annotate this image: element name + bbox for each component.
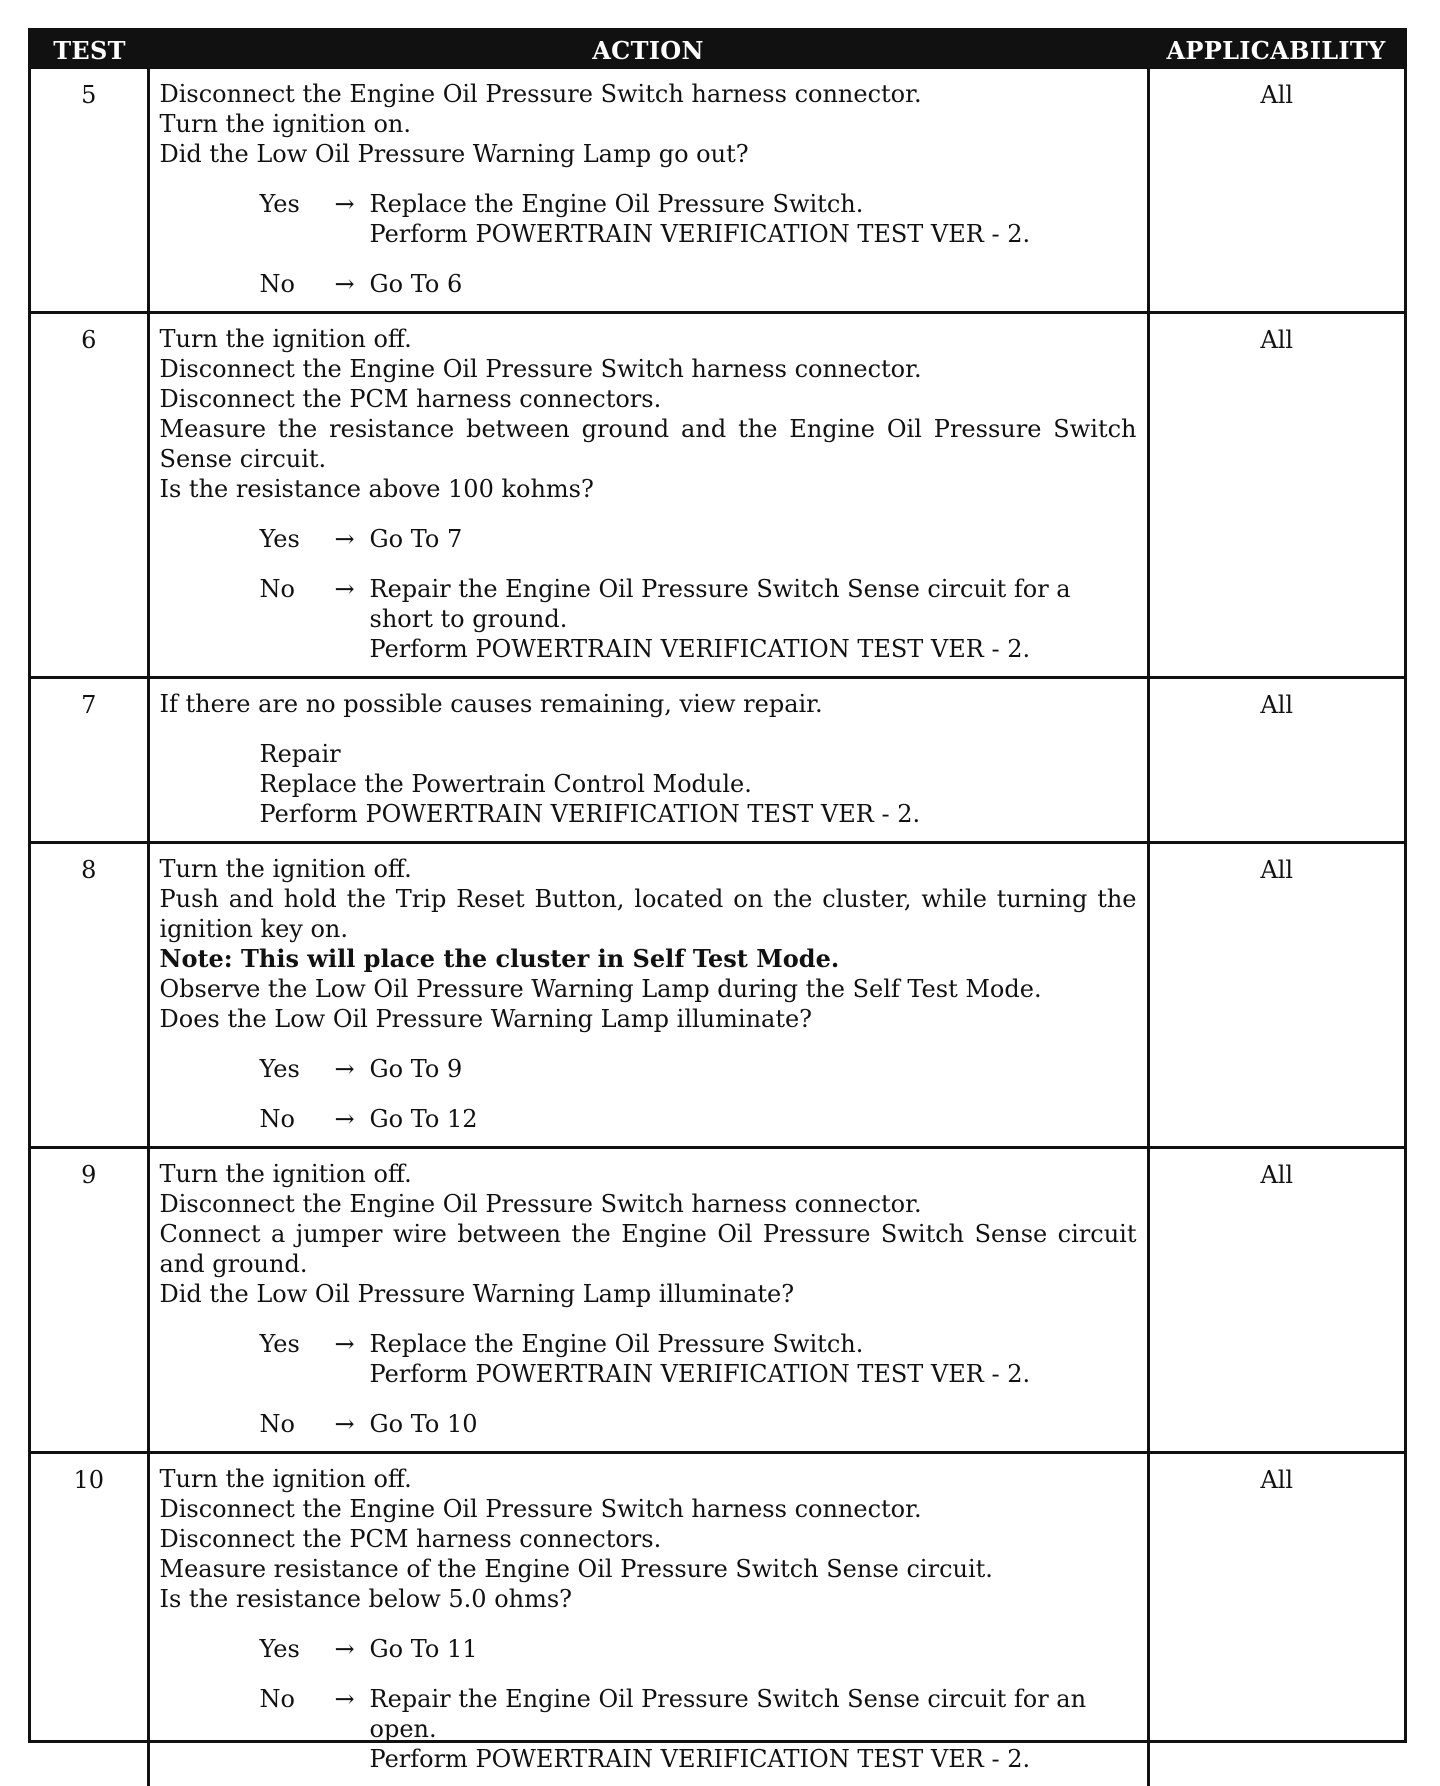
action-line: Disconnect the Engine Oil Pressure Switch harness connector. — [160, 1189, 1137, 1219]
arrow-right-icon: → — [320, 269, 370, 299]
result-line: Repair the Engine Oil Pressure Switch Sense circuit for a short to ground. — [370, 574, 1137, 634]
repair-label: Repair — [260, 739, 1137, 769]
action-line: Measure the resistance between ground and the Engine Oil Pressure Switch Sense circuit. — [160, 414, 1137, 474]
result-line: Go To 7 — [370, 524, 1137, 554]
applicability-value: All — [1148, 1148, 1404, 1453]
yes-result — [370, 1054, 1137, 1084]
table-body — [31, 69, 1404, 1786]
action-cell — [148, 1148, 1148, 1453]
no-label: No — [260, 269, 320, 299]
applicability-value: All — [1148, 843, 1404, 1148]
yes-result — [370, 1329, 1137, 1389]
diagnostic-test-table — [28, 28, 1407, 1743]
test-number: 5 — [31, 69, 148, 313]
yes-label: Yes — [260, 189, 320, 249]
action-line: Turn the ignition off. — [160, 1159, 1137, 1189]
test-number: 8 — [31, 843, 148, 1148]
table-header-row — [31, 31, 1404, 69]
no-label: No — [260, 1684, 320, 1774]
yes-label: Yes — [260, 524, 320, 554]
action-line: Disconnect the Engine Oil Pressure Switch harness connector. — [160, 79, 1137, 109]
action-cell — [148, 69, 1148, 313]
result-line: Go To 9 — [370, 1054, 1137, 1084]
action-line: Push and hold the Trip Reset Button, located on the cluster, while turning the ignition key on. — [160, 884, 1137, 944]
applicability-value: All — [1148, 313, 1404, 678]
no-branch — [160, 1104, 1137, 1134]
action-line: If there are no possible causes remaining, view repair. — [160, 689, 1137, 719]
action-line: Disconnect the PCM harness connectors. — [160, 384, 1137, 414]
table-row — [31, 678, 1404, 843]
no-result — [370, 1104, 1137, 1134]
no-result — [370, 1409, 1137, 1439]
arrow-right-icon: → — [320, 524, 370, 554]
result-line: Perform POWERTRAIN VERIFICATION TEST VER - 2. — [370, 634, 1137, 664]
no-result — [370, 269, 1137, 299]
action-line: Turn the ignition off. — [160, 324, 1137, 354]
test-number: 6 — [31, 313, 148, 678]
test-number: 9 — [31, 1148, 148, 1453]
applicability-value: All — [1148, 69, 1404, 313]
action-cell — [148, 843, 1148, 1148]
yes-result — [370, 189, 1137, 249]
yes-branch — [160, 1054, 1137, 1084]
no-branch — [160, 269, 1137, 299]
yes-branch — [160, 524, 1137, 554]
action-line: Is the resistance below 5.0 ohms? — [160, 1584, 1137, 1614]
no-label: No — [260, 574, 320, 664]
test-number: 7 — [31, 678, 148, 843]
result-line: Replace the Engine Oil Pressure Switch. — [370, 189, 1137, 219]
yes-branch — [160, 1329, 1137, 1389]
applicability-value: All — [1148, 1453, 1404, 1786]
action-line: Disconnect the PCM harness connectors. — [160, 1524, 1137, 1554]
action-line: Did the Low Oil Pressure Warning Lamp illuminate? — [160, 1279, 1137, 1309]
arrow-right-icon: → — [320, 574, 370, 664]
header-action: ACTION — [148, 31, 1148, 69]
action-line: Turn the ignition off. — [160, 854, 1137, 884]
action-cell — [148, 1453, 1148, 1786]
action-line: Turn the ignition on. — [160, 109, 1137, 139]
arrow-right-icon: → — [320, 1329, 370, 1389]
table-row — [31, 313, 1404, 678]
action-line: Turn the ignition off. — [160, 1464, 1137, 1494]
test-number: 10 — [31, 1453, 148, 1786]
no-branch — [160, 1409, 1137, 1439]
no-label: No — [260, 1104, 320, 1134]
test-table — [31, 31, 1404, 1786]
action-line: Does the Low Oil Pressure Warning Lamp illuminate? — [160, 1004, 1137, 1034]
repair-line: Perform POWERTRAIN VERIFICATION TEST VER - 2. — [260, 799, 1137, 829]
yes-label: Yes — [260, 1329, 320, 1389]
arrow-right-icon: → — [320, 1409, 370, 1439]
action-line: Is the resistance above 100 kohms? — [160, 474, 1137, 504]
result-line: Go To 10 — [370, 1409, 1137, 1439]
header-applicability: APPLICABILITY — [1148, 31, 1404, 69]
repair-steps — [260, 769, 1137, 829]
repair-line: Replace the Powertrain Control Module. — [260, 769, 1137, 799]
table-row — [31, 69, 1404, 313]
no-label: No — [260, 1409, 320, 1439]
result-line: Repair the Engine Oil Pressure Switch Sense circuit for an open. — [370, 1684, 1137, 1744]
header-test: TEST — [31, 31, 148, 69]
arrow-right-icon: → — [320, 1634, 370, 1664]
result-line: Perform POWERTRAIN VERIFICATION TEST VER - 2. — [370, 1744, 1137, 1774]
result-line: Go To 12 — [370, 1104, 1137, 1134]
arrow-right-icon: → — [320, 1104, 370, 1134]
table-row — [31, 1148, 1404, 1453]
applicability-value: All — [1148, 678, 1404, 843]
yes-result — [370, 524, 1137, 554]
yes-label: Yes — [260, 1054, 320, 1084]
action-line: Disconnect the Engine Oil Pressure Switch harness connector. — [160, 1494, 1137, 1524]
no-result — [370, 1684, 1137, 1774]
action-line: Measure resistance of the Engine Oil Pressure Switch Sense circuit. — [160, 1554, 1137, 1584]
arrow-right-icon: → — [320, 1054, 370, 1084]
table-row — [31, 843, 1404, 1148]
action-line: Did the Low Oil Pressure Warning Lamp go out? — [160, 139, 1137, 169]
action-line: Disconnect the Engine Oil Pressure Switch harness connector. — [160, 354, 1137, 384]
no-branch — [160, 1684, 1137, 1774]
yes-branch — [160, 1634, 1137, 1664]
action-line: Observe the Low Oil Pressure Warning Lamp during the Self Test Mode. — [160, 974, 1137, 1004]
no-result — [370, 574, 1137, 664]
result-line: Go To 6 — [370, 269, 1137, 299]
action-line: Connect a jumper wire between the Engine Oil Pressure Switch Sense circuit and ground. — [160, 1219, 1137, 1279]
result-line: Perform POWERTRAIN VERIFICATION TEST VER - 2. — [370, 219, 1137, 249]
result-line: Replace the Engine Oil Pressure Switch. — [370, 1329, 1137, 1359]
table-row — [31, 1453, 1404, 1786]
note-text: Note: This will place the cluster in Self Test Mode. — [160, 944, 1137, 974]
arrow-right-icon: → — [320, 1684, 370, 1774]
arrow-right-icon: → — [320, 189, 370, 249]
yes-result — [370, 1634, 1137, 1664]
yes-branch — [160, 189, 1137, 249]
yes-label: Yes — [260, 1634, 320, 1664]
no-branch — [160, 574, 1137, 664]
action-cell — [148, 313, 1148, 678]
action-cell — [148, 678, 1148, 843]
result-line: Perform POWERTRAIN VERIFICATION TEST VER - 2. — [370, 1359, 1137, 1389]
result-line: Go To 11 — [370, 1634, 1137, 1664]
